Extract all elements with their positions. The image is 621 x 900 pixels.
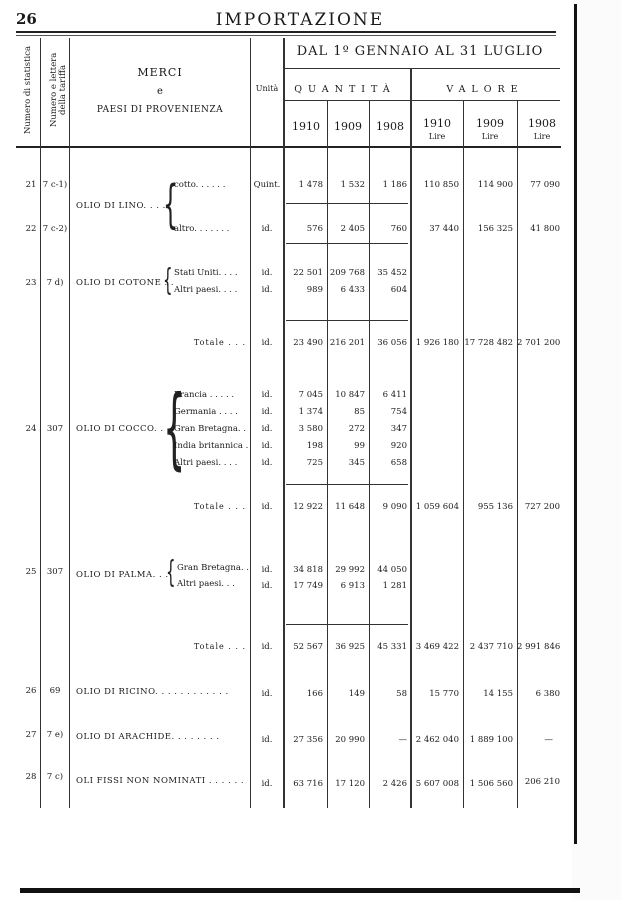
row-24-totale-q1908: 9 090 bbox=[382, 502, 407, 512]
header-numero-tariffa: Numero e lettera della tariffa bbox=[49, 52, 68, 128]
col-rule-tariffa bbox=[69, 38, 70, 808]
header-v-1909: 1909 bbox=[476, 117, 504, 130]
row-21-q1910: 1 478 bbox=[298, 180, 323, 190]
row-24c-q1909: 272 bbox=[348, 424, 365, 434]
row-21-q1908: 1 186 bbox=[382, 180, 407, 190]
row-24e-unit: id. bbox=[261, 458, 273, 468]
row-23-q1910: 22 501 bbox=[293, 268, 323, 278]
row-26-q1908: 58 bbox=[396, 689, 407, 699]
row-24-sub-francia: Francia . . . . . bbox=[174, 390, 235, 400]
row-24-totale-q1909: 11 648 bbox=[335, 502, 365, 512]
row-25-tariffa: 307 bbox=[46, 567, 64, 577]
row-25-stat: 25 bbox=[25, 567, 37, 577]
header-numero-statistica: Numero di statistica bbox=[23, 45, 33, 135]
row-21-v1908: 77 090 bbox=[530, 180, 560, 190]
row-25-totale-unit: id. bbox=[261, 642, 273, 652]
row-28-v1910: 5 607 008 bbox=[415, 779, 459, 789]
header-v-1908: 1908 bbox=[528, 117, 556, 130]
row-24-totale-v1910: 1 059 604 bbox=[415, 502, 459, 512]
facing-page-edge bbox=[572, 0, 621, 900]
brace-cotone: { bbox=[163, 263, 173, 298]
row-24b-unit: id. bbox=[261, 407, 273, 417]
col-rule-v1910 bbox=[463, 101, 464, 808]
row-25-totale-q1909: 36 925 bbox=[335, 642, 365, 652]
header-valore: VALORE bbox=[446, 84, 524, 95]
header-v-1908-lire: Lire bbox=[533, 132, 551, 141]
goods-olio-di-cocco: OLIO DI COCCO. . . bbox=[76, 424, 170, 434]
header-paesi: PAESI DI PROVENIENZA bbox=[96, 105, 224, 115]
rule-after-22 bbox=[286, 243, 408, 244]
row-21-tariffa: 7 c-1) bbox=[42, 180, 68, 190]
row-22-q1909: 2 405 bbox=[340, 224, 365, 234]
row-22-v1909: 156 325 bbox=[477, 224, 513, 234]
row-24a-q1910: 7 045 bbox=[298, 390, 323, 400]
header-rule-period bbox=[285, 68, 560, 69]
row-25a-q1909: 29 992 bbox=[335, 565, 365, 575]
row-24-totale-q1910: 12 922 bbox=[293, 502, 323, 512]
header-v-1910: 1910 bbox=[423, 117, 451, 130]
goods-olio-di-palma: OLIO DI PALMA. . . bbox=[76, 570, 169, 580]
goods-olio-di-ricino: OLIO DI RICINO. . . . . . . . . . . . bbox=[76, 687, 229, 697]
row-23-totale-v1909: 17 728 482 bbox=[464, 338, 513, 348]
header-q-1909: 1909 bbox=[334, 120, 362, 133]
header-quantita: QUANTITÀ bbox=[294, 84, 396, 95]
row-26-unit: id. bbox=[261, 689, 273, 699]
row-24-sub-altri-paesi: Altri paesi. . . . bbox=[174, 458, 238, 468]
row-24d-q1910: 198 bbox=[306, 441, 323, 451]
scan-bottom-edge bbox=[20, 888, 580, 893]
row-24-totale-v1909: 955 136 bbox=[477, 502, 513, 512]
rule-before-totale-25 bbox=[286, 624, 408, 625]
row-24b-q1910: 1 374 bbox=[298, 407, 323, 417]
row-23-sub-altri-paesi: Altri paesi. . . . bbox=[174, 285, 238, 295]
row-25-totale-v1909: 2 437 710 bbox=[469, 642, 513, 652]
row-26-v1908: 6 380 bbox=[535, 689, 560, 699]
goods-olio-di-cotone: OLIO DI COTONE . . bbox=[76, 278, 175, 288]
page-title: IMPORTAZIONE bbox=[215, 10, 385, 30]
row-25-sub-altri-paesi: Altri paesi. . . bbox=[177, 579, 235, 589]
row-24-tariffa: 307 bbox=[46, 424, 64, 434]
row-25-totale-q1908: 45 331 bbox=[377, 642, 407, 652]
row-24a-q1908: 6 411 bbox=[382, 390, 407, 400]
title-rule-thin bbox=[16, 35, 556, 36]
row-21-v1909: 114 900 bbox=[477, 180, 513, 190]
header-v-1909-lire: Lire bbox=[481, 132, 499, 141]
row-27-v1908: — bbox=[544, 735, 553, 745]
header-v-1910-lire: Lire bbox=[428, 132, 446, 141]
row-27-q1908: — bbox=[398, 735, 407, 745]
row-27-v1909: 1 889 100 bbox=[469, 735, 513, 745]
header-period: DAL 1º GENNAIO AL 31 LUGLIO bbox=[296, 44, 544, 59]
row-26-stat: 26 bbox=[25, 686, 37, 696]
row-21-stat: 21 bbox=[25, 180, 37, 190]
binding-shadow bbox=[574, 4, 577, 844]
row-23-totale-v1908: 2 701 200 bbox=[517, 338, 561, 348]
row-25b-q1909: 6 913 bbox=[340, 581, 365, 591]
row-23-sub-stati-uniti: Stati Uniti. . . . bbox=[174, 268, 238, 278]
brace-cocco: { bbox=[163, 376, 186, 479]
row-23-q1909: 209 768 bbox=[329, 268, 365, 278]
header-e: e bbox=[157, 86, 163, 97]
goods-olio-di-arachide: OLIO DI ARACHIDE. . . . . . . . bbox=[76, 732, 220, 742]
row-28-q1910: 63 716 bbox=[293, 779, 323, 789]
title-rule bbox=[16, 31, 556, 33]
header-q-1910: 1910 bbox=[292, 120, 320, 133]
row-28-q1909: 17 120 bbox=[335, 779, 365, 789]
row-24d-q1908: 920 bbox=[390, 441, 407, 451]
row-23b-unit: id. bbox=[261, 285, 273, 295]
row-24c-unit: id. bbox=[261, 424, 273, 434]
row-27-v1910: 2 462 040 bbox=[415, 735, 459, 745]
row-22-q1908: 760 bbox=[390, 224, 407, 234]
row-24-stat: 24 bbox=[25, 424, 37, 434]
row-23-tariffa: 7 d) bbox=[46, 278, 64, 288]
row-21-v1910: 110 850 bbox=[423, 180, 459, 190]
row-24c-q1910: 3 580 bbox=[298, 424, 323, 434]
row-28-unit: id. bbox=[261, 779, 273, 789]
row-22-q1910: 576 bbox=[306, 224, 323, 234]
row-24b-q1908: 754 bbox=[390, 407, 407, 417]
row-24-totale-v1908: 727 200 bbox=[524, 502, 560, 512]
row-21-unit: Quint. bbox=[253, 180, 281, 190]
row-26-v1909: 14 155 bbox=[483, 689, 513, 699]
row-26-tariffa: 69 bbox=[49, 686, 61, 696]
row-25b-unit: id. bbox=[261, 581, 273, 591]
row-23-totale-v1910: 1 926 180 bbox=[415, 338, 459, 348]
goods-oli-fissi: OLI FISSI NON NOMINATI . . . . . . bbox=[76, 776, 245, 786]
row-24-sub-gran-bretagna: Gran Bretagna. . bbox=[174, 424, 247, 434]
row-24b-q1909: 85 bbox=[354, 407, 365, 417]
row-22-sub: altro. . . . . . . bbox=[174, 224, 230, 234]
row-24-sub-india: India britannica . bbox=[174, 441, 249, 451]
row-23b-q1910: 989 bbox=[306, 285, 323, 295]
row-23-stat: 23 bbox=[25, 278, 37, 288]
rule-before-totale-24 bbox=[286, 484, 408, 485]
row-22-v1908: 41 800 bbox=[530, 224, 560, 234]
row-26-v1910: 15 770 bbox=[429, 689, 459, 699]
col-rule-v1909 bbox=[517, 101, 518, 808]
row-24e-q1910: 725 bbox=[306, 458, 323, 468]
row-28-v1908: 206 210 bbox=[524, 777, 560, 787]
rule-after-21 bbox=[286, 203, 408, 204]
row-27-tariffa: 7 e) bbox=[46, 730, 64, 740]
row-22-v1910: 37 440 bbox=[429, 224, 459, 234]
row-28-stat: 28 bbox=[25, 772, 37, 782]
row-21-q1909: 1 532 bbox=[340, 180, 365, 190]
row-22-tariffa: 7 c-2) bbox=[42, 224, 68, 234]
brace-lino: { bbox=[163, 175, 178, 235]
row-23-q1908: 35 452 bbox=[377, 268, 407, 278]
row-25b-q1910: 17 749 bbox=[293, 581, 323, 591]
row-23b-q1908: 604 bbox=[390, 285, 407, 295]
row-23b-q1909: 6 433 bbox=[340, 285, 365, 295]
row-27-stat: 27 bbox=[25, 730, 37, 740]
row-28-q1908: 2 426 bbox=[382, 779, 407, 789]
row-24-totale-unit: id. bbox=[261, 502, 273, 512]
row-24a-unit: id. bbox=[261, 390, 273, 400]
row-25-totale-label: Totale . . . bbox=[193, 642, 246, 651]
row-21-sub: cotto. . . . . . bbox=[174, 180, 226, 190]
col-rule-q1909 bbox=[369, 101, 370, 808]
row-28-tariffa: 7 c) bbox=[46, 772, 64, 782]
row-22-unit: id. bbox=[261, 224, 273, 234]
row-23-totale-label: Totale . . . bbox=[193, 338, 246, 347]
row-25-totale-v1908: 2 991 846 bbox=[517, 642, 561, 652]
row-23-totale-q1909: 216 201 bbox=[329, 338, 365, 348]
row-22-stat: 22 bbox=[25, 224, 37, 234]
row-24-sub-germania: Germania . . . . bbox=[174, 407, 238, 417]
header-merci: MERCI bbox=[137, 66, 183, 79]
brace-palma: { bbox=[166, 555, 176, 590]
row-24e-q1908: 658 bbox=[390, 458, 407, 468]
row-25a-q1910: 34 818 bbox=[293, 565, 323, 575]
row-24e-q1909: 345 bbox=[348, 458, 365, 468]
goods-olio-di-lino: OLIO DI LINO. . . . bbox=[76, 201, 166, 211]
header-q-1908: 1908 bbox=[376, 120, 404, 133]
header-unita: Unità bbox=[255, 84, 279, 93]
row-25a-q1908: 44 050 bbox=[377, 565, 407, 575]
col-rule-merci bbox=[250, 38, 251, 808]
row-28-v1909: 1 506 560 bbox=[469, 779, 513, 789]
row-25a-unit: id. bbox=[261, 565, 273, 575]
row-26-q1910: 166 bbox=[306, 689, 323, 699]
rule-before-totale-23 bbox=[286, 320, 408, 321]
row-24d-q1909: 99 bbox=[354, 441, 365, 451]
col-rule-q1910 bbox=[327, 101, 328, 808]
row-27-unit: id. bbox=[261, 735, 273, 745]
row-25-sub-gran-bretagna: Gran Bretagna. . bbox=[177, 563, 250, 573]
row-27-q1910: 27 356 bbox=[293, 735, 323, 745]
row-25-totale-q1910: 52 567 bbox=[293, 642, 323, 652]
row-24c-q1908: 347 bbox=[390, 424, 407, 434]
row-23-totale-q1910: 23 490 bbox=[293, 338, 323, 348]
header-bottom-rule bbox=[16, 146, 561, 148]
row-24a-q1909: 10 847 bbox=[335, 390, 365, 400]
row-27-q1909: 20 990 bbox=[335, 735, 365, 745]
row-23-unit: id. bbox=[261, 268, 273, 278]
row-26-q1909: 149 bbox=[348, 689, 365, 699]
row-25-totale-v1910: 3 469 422 bbox=[415, 642, 459, 652]
row-23-totale-q1908: 36 056 bbox=[377, 338, 407, 348]
page-number: 26 bbox=[16, 10, 37, 28]
row-24d-unit: id. bbox=[261, 441, 273, 451]
row-24-totale-label: Totale . . . bbox=[193, 502, 246, 511]
row-25b-q1908: 1 281 bbox=[382, 581, 407, 591]
row-23-totale-unit: id. bbox=[261, 338, 273, 348]
